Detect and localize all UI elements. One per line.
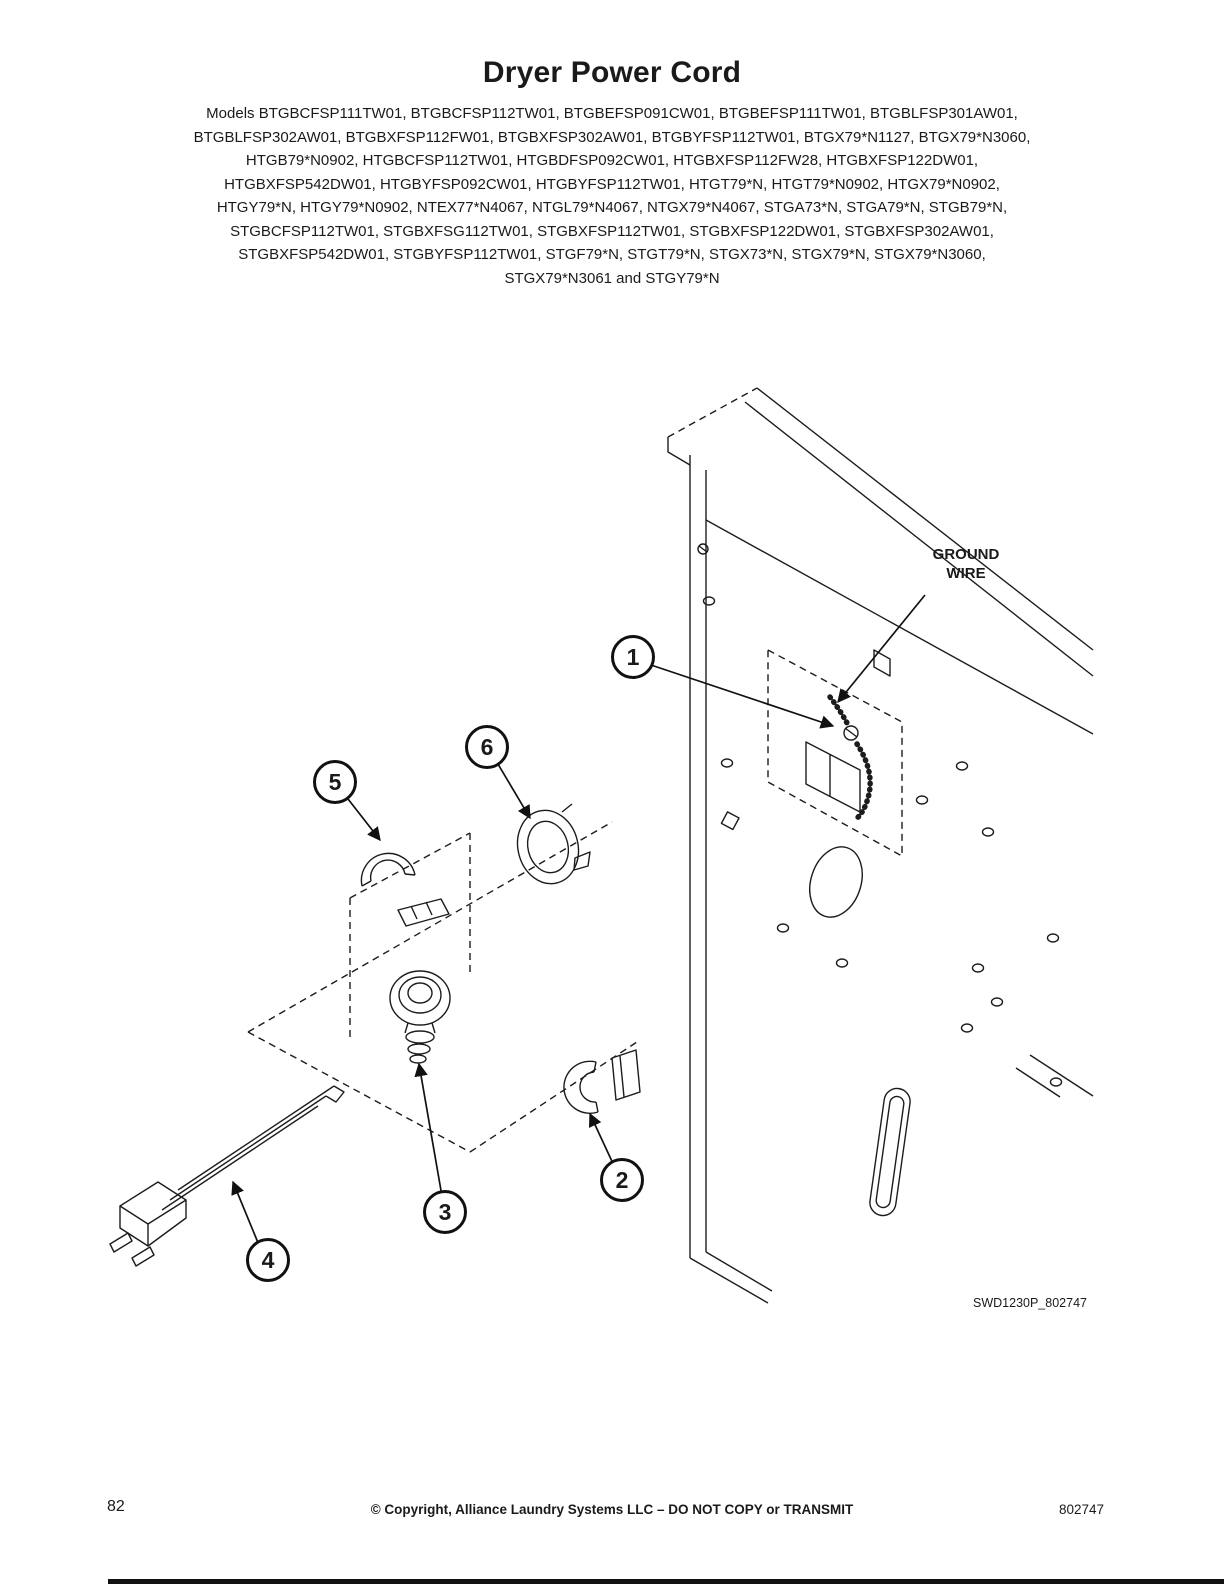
page-title: Dryer Power Cord <box>482 56 742 89</box>
bushing-part-drawing <box>390 971 450 1063</box>
strain-relief-part-drawing <box>361 853 449 926</box>
callout-5: 5 <box>313 760 357 804</box>
model-list-line: STGX79*N3061 and STGY79*N <box>504 269 720 287</box>
model-list-line: HTGBXFSP542DW01, HTGBYFSP092CW01, HTGBYFSP112TW01, HTGT79*N, HTGT79*N0902, HTGX79*N0902, <box>224 175 1000 193</box>
clip-part-drawing <box>564 1050 640 1113</box>
callout-3: 3 <box>423 1190 467 1234</box>
model-list-line: STGBXFSP542DW01, STGBYFSP112TW01, STGF79*N, STGT79*N, STGX73*N, STGX79*N, STGX79*N3060, <box>238 246 986 263</box>
ground-wire-label-line: GROUND <box>932 546 1000 563</box>
model-list-line: STGBCFSP112TW01, STGBXFSG112TW01, STGBXFSP112TW01, STGBXFSP122DW01, STGBXFSP302AW01, <box>230 222 994 240</box>
dryer-rear-panel-drawing <box>668 388 1093 1303</box>
diagram-reference-code: SWD1230P_802747 <box>973 1296 1087 1310</box>
page-number: 82 <box>107 1498 125 1515</box>
model-list-line: HTGB79*N0902, HTGBCFSP112TW01, HTGBDFSP092CW01, HTGBXFSP112FW28, HTGBXFSP122DW01, <box>245 152 979 169</box>
model-list-line: Models BTGBCFSP111TW01, BTGBCFSP112TW01, BTGBEFSP091CW01, BTGBEFSP111TW01, BTGBLFSP301AW01, <box>206 105 1018 122</box>
exploded-view-construction-lines <box>248 822 640 1152</box>
callout-1: 1 <box>611 635 655 679</box>
callout-leader-arrows <box>233 595 925 1250</box>
copyright-notice: © Copyright, Alliance Laundry Systems LLC – DO NOT COPY or TRANSMIT <box>370 1502 854 1517</box>
document-number: 802747 <box>1058 1502 1104 1517</box>
model-list-line: HTGY79*N, HTGY79*N0902, NTEX77*N4067, NTGL79*N4067, NTGX79*N4067, STGA73*N, STGA79*N, STGB79*N, <box>216 199 1008 216</box>
ground-wire-label <box>918 545 1014 583</box>
callout-6: 6 <box>465 725 509 769</box>
page-edge-artifact <box>108 1579 1224 1584</box>
power-cord-part-drawing <box>110 1086 344 1266</box>
model-list-line: BTGBLFSP302AW01, BTGBXFSP112FW01, BTGBXFSP302AW01, BTGBYFSP112TW01, BTGX79*N1127, BTGX79*N3060, <box>193 128 1031 146</box>
retainer-ring-part-drawing <box>510 804 590 890</box>
callout-2: 2 <box>600 1158 644 1202</box>
ground-wire-label-line: WIRE <box>946 565 986 582</box>
callout-4: 4 <box>246 1238 290 1282</box>
